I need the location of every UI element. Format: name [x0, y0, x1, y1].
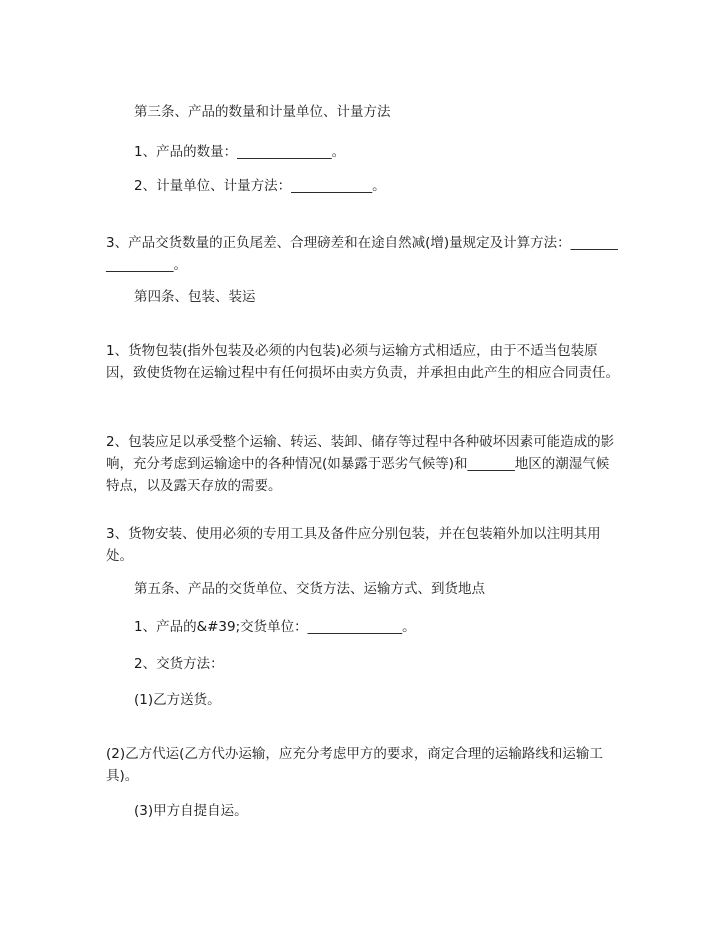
article-3-item-3: 3、产品交货数量的正负尾差、合理磅差和在途自然减(增)量规定及计算方法：_________________。	[106, 235, 618, 273]
article-3-item-1: 1、产品的数量：______________。	[134, 144, 346, 160]
article-5-heading: 第五条、产品的交货单位、交货方法、运输方式、到货地点	[134, 581, 485, 597]
article-4-item-3: 3、货物安装、使用必须的专用工具及备件应分别包装，并在包装箱外加以注明其用处。	[106, 526, 601, 564]
article-3-heading: 第三条、产品的数量和计量单位、计量方法	[134, 104, 391, 120]
article-5-item-2: 2、交货方法：	[134, 656, 224, 672]
article-3-item-2: 2、计量单位、计量方法：____________。	[134, 178, 386, 194]
article-4-item-2: 2、包装应足以承受整个运输、转运、装卸、储存等过程中各种破坏因素可能造成的影响，充分考虑到运输途中的各种情况(如暴露于恶劣气候等)和_______地区的潮湿气候特点，以及露天存放的需要。	[106, 434, 615, 494]
article-5-option-1: (1)乙方送货。	[134, 692, 221, 708]
article-5-option-3: (3)甲方自提自运。	[134, 803, 248, 819]
article-4-item-1: 1、货物包装(指外包装及必须的内包装)必须与运输方式相适应，由于不适当包装原因，致使货物在运输过程中有任何损坏由卖方负责，并承担由此产生的相应合同责任。	[106, 343, 619, 381]
article-4-heading: 第四条、包装、装运	[134, 289, 256, 305]
article-5-item-1: 1、产品的&#39;交货单位：______________。	[134, 619, 416, 635]
article-5-option-2: (2)乙方代运(乙方代办运输，应充分考虑甲方的要求，商定合理的运输路线和运输工具)。	[106, 746, 603, 784]
